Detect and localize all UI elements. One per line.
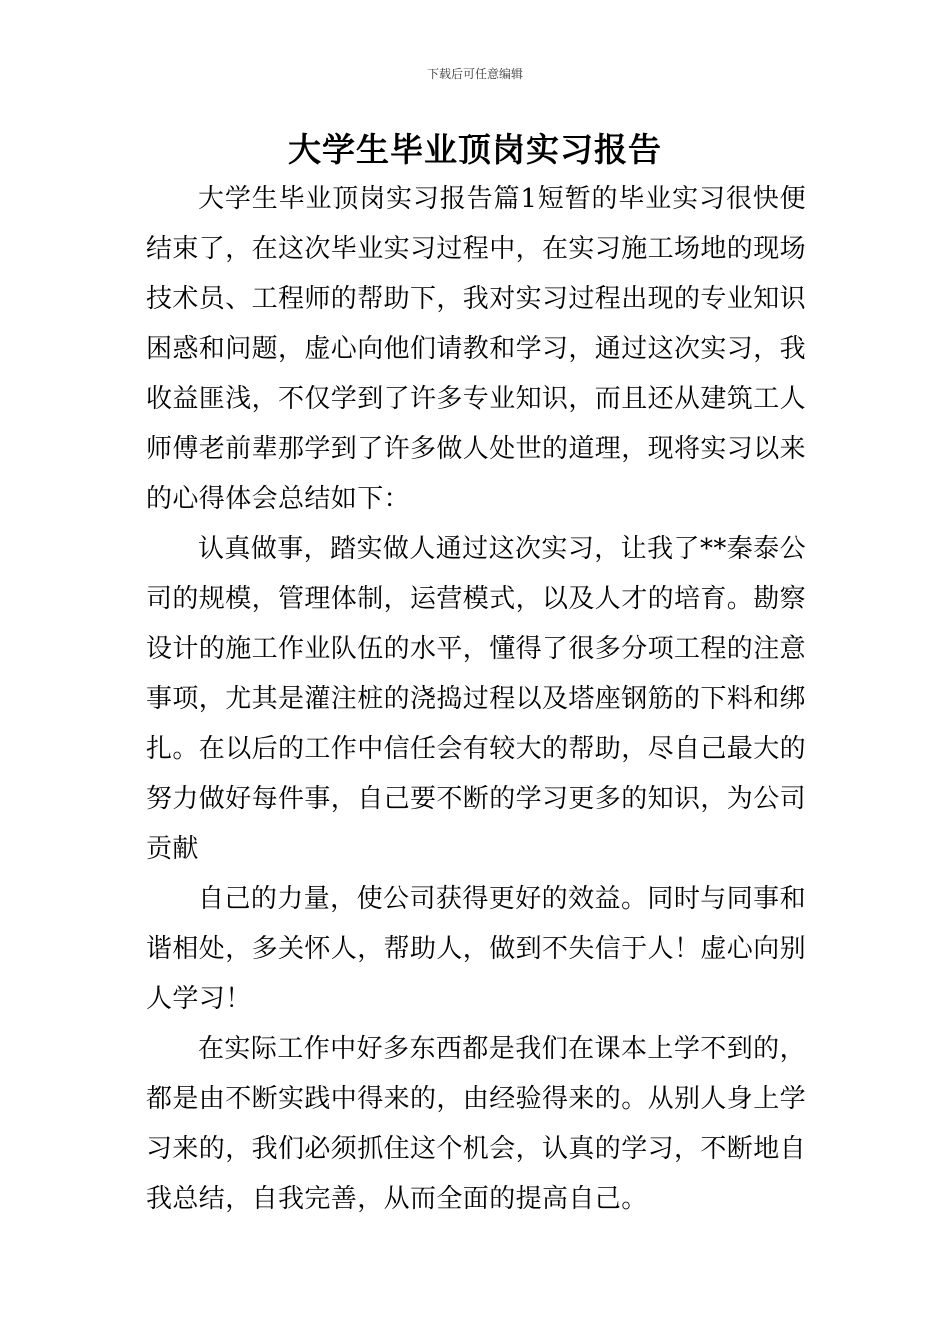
paragraph-2: 认真做事，踏实做人通过这次实习，让我了**秦泰公司的规模，管理体制，运营模式，以及人才的培育。勘察设计的施工作业队伍的水平，懂得了很多分项工程的注意事项，尤其是灌注桩的浇捣过程以及塔座钢筋的下料和绑扎。在以后的工作中信任会有较大的帮助，尽自己最大的努力做好每件事，自己要不断的学习更多的知识，为公司贡献 bbox=[146, 534, 807, 864]
paragraph-1: 大学生毕业顶岗实习报告篇1短暂的毕业实习很快便结束了，在这次毕业实习过程中，在实习施工场地的现场技术员、工程师的帮助下，我对实习过程出现的专业知识困惑和问题，虚心向他们请教和学习，通过这次实习，我收益匪浅，不仅学到了许多专业知识，而且还从建筑工人师傅老前辈那学到了许多做人处世的道理，现将实习以来的心得体会总结如下： bbox=[146, 184, 807, 514]
document-body bbox=[146, 174, 806, 1224]
paragraph-4: 在实际工作中好多东西都是我们在课本上学不到的，都是由不断实践中得来的，由经验得来的。从别人身上学习来的，我们必须抓住这个机会，认真的学习，不断地自我总结，自我完善，从而全面的提高自己。 bbox=[146, 1034, 807, 1214]
document-title: 大学生毕业顶岗实习报告 bbox=[288, 130, 662, 169]
header-note: 下载后可任意编辑 bbox=[426, 67, 523, 81]
paragraph-3: 自己的力量，使公司获得更好的效益。同时与同事和谐相处，多关怀人，帮助人，做到不失信于人！虚心向别人学习！ bbox=[146, 884, 807, 1014]
